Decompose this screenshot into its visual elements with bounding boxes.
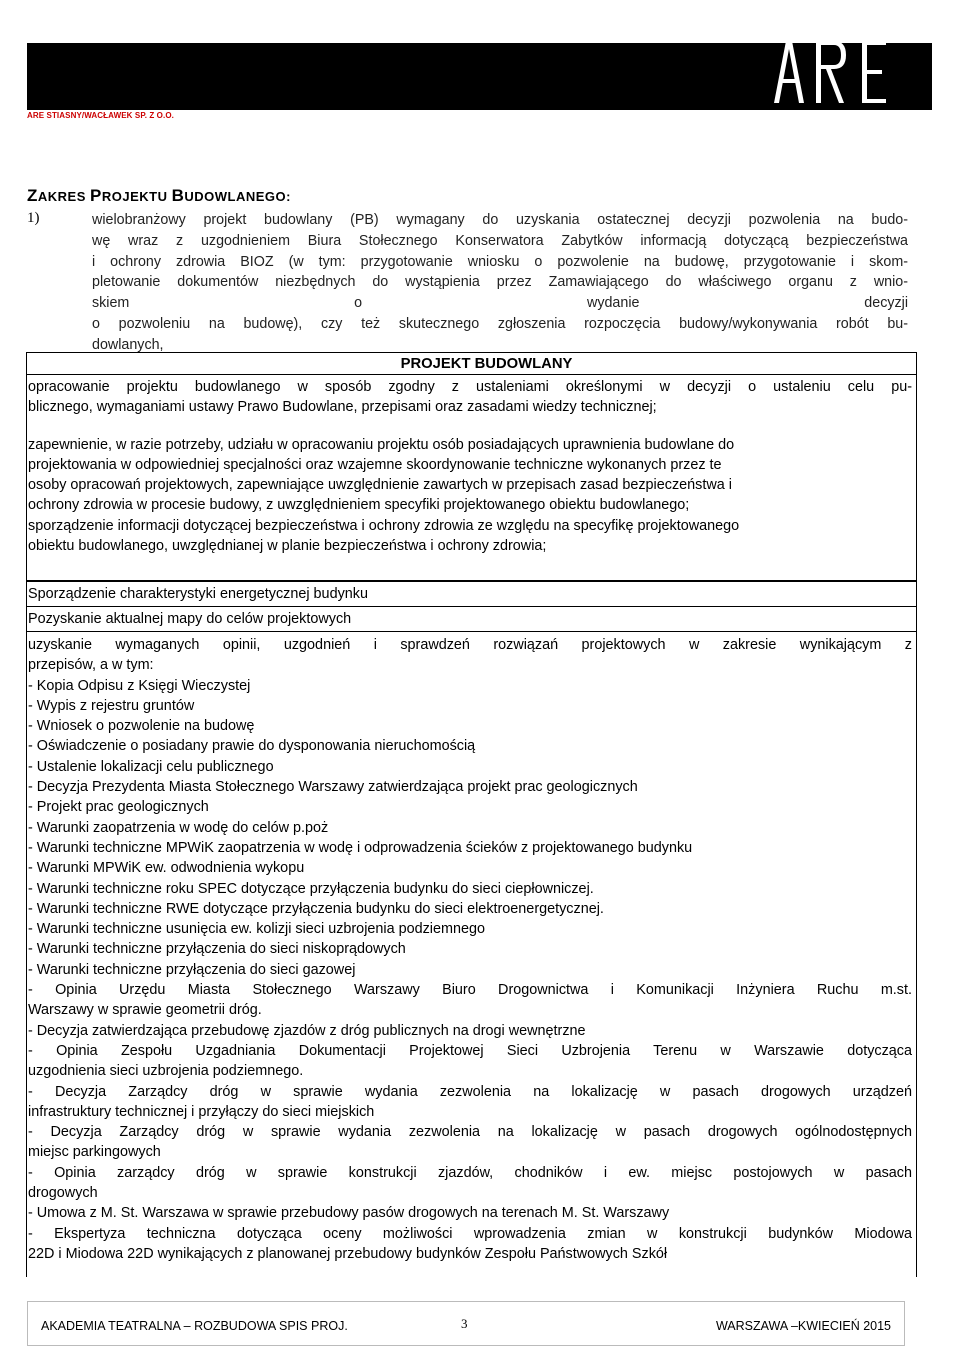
footer-title: AKADEMIA TEATRALNA – ROZBUDOWA SPIS PROJ. xyxy=(41,1319,348,1333)
approvals-box xyxy=(26,631,917,1277)
list-item: miejsc parkingowych xyxy=(28,1144,161,1161)
list-item: - Decyzja Zarządcy dróg w sprawie wydania zezwolenia na lokalizację w pasach drogowych urządzeń xyxy=(28,1083,912,1100)
list-item: - Kopia Odpisu z Księgi Wieczystej xyxy=(28,677,251,694)
approvals-list xyxy=(28,676,912,1265)
list-item: - Wniosek o pozwolenie na budowę xyxy=(28,718,255,735)
list-item: - Decyzja Zarządcy dróg w sprawie wydania zezwolenia na lokalizację w pasach drogowych ogólnodostępnych xyxy=(28,1124,912,1141)
item-description: wielobranżowy projekt budowlany (PB) wymagany do uzyskania ostatecznej decyzji pozwolenia na budo- wę wraz z uzgodnieniem Biura Stołecznego Konserwatora Zabytków informacją dotyczącą bezpieczeństwa i ochrony zdrowia BIOZ (w tym: przygotowanie wniosku o pozwolenie na budowę, przygotowanie i skom- pletowanie dokumentów niezbędnych do wystąpienia przez Zamawiającego do właściwego organu z wnio- skiem o wydanie decyzji o pozwoleniu na budowę), czy też skutecznego zgłoszenia rozpoczęcia budowy/wykonywania robót bu- dowlanych, xyxy=(92,212,908,353)
list-item: - Ustalenie lokalizacji celu publicznego xyxy=(28,758,274,775)
list-item: - Warunki zaopatrzenia w wodę do celów p.poż xyxy=(28,819,329,836)
footer-date: WARSZAWA –KWIECIEŃ 2015 xyxy=(715,1319,891,1333)
list-item: 22D i Miodowa 22D wynikających z planowanej przebudowy budynków Zespołu Państwowych Szkół xyxy=(28,1245,668,1262)
project-scope-box xyxy=(26,352,917,581)
company-logo xyxy=(754,43,914,110)
list-item: drogowych xyxy=(28,1185,98,1202)
page-number: 3 xyxy=(461,1316,468,1331)
table-row: Pozyskanie aktualnej mapy do celów projektowych xyxy=(26,606,917,632)
list-item: - Umowa z M. St. Warszawa w sprawie przebudowy pasów drogowych na terenach M. St. Warszawy xyxy=(28,1205,670,1222)
company-name: ARE STIASNY/WACŁAWEK SP. Z O.O. xyxy=(27,111,174,120)
table-row: Sporządzenie charakterystyki energetycznej budynku xyxy=(26,581,917,607)
list-item: - Opinia Urzędu Miasta Stołecznego Warszawy Biuro Drogownictwa i Komunikacji Inżyniera Ruchu m.st. xyxy=(28,982,912,999)
list-item: - Warunki techniczne roku SPEC dotyczące przyłączenia budynku do sieci ciepłowniczej. xyxy=(28,880,594,897)
list-item: - Warunki MPWiK ew. odwodnienia wykopu xyxy=(28,860,305,877)
list-item: - Decyzja Prezydenta Miasta Stołecznego Warszawy zatwierdzająca projekt prac geologicznych xyxy=(28,779,638,796)
header-bar xyxy=(27,43,932,110)
list-item: uzgodnienia sieci uzbrojenia podziemnego. xyxy=(28,1063,304,1080)
list-item: - Opinia Zespołu Uzgadniania Dokumentacji Projektowej Sieci Uzbrojenia Terenu w Warszawie dotycząca xyxy=(28,1042,912,1059)
box-heading: PROJEKT BUDOWLANY xyxy=(27,353,916,375)
list-item: - Ekspertyza techniczna dotycząca oceny możliwości wprowadzenia zmian w konstrukcji budynków Miodowa xyxy=(28,1225,912,1242)
list-item: infrastruktury technicznej i przyłączy do sieci miejskich xyxy=(28,1103,375,1120)
section-title: ZAKRES PROJEKTU BUDOWLANEGO: xyxy=(27,186,291,205)
list-item: - Warunki techniczne przyłączenia do sieci niskoprądowych xyxy=(28,941,406,958)
list-item: - Opinia zarządcy dróg w sprawie konstrukcji zjazdów, chodników i ew. miejsc postojowych w pasach xyxy=(28,1164,912,1181)
list-item: - Warunki techniczne usunięcia ew. kolizji sieci uzbrojenia podziemnego xyxy=(28,921,486,938)
page-footer xyxy=(27,1301,905,1346)
list-item: - Decyzja zatwierdzająca przebudowę zjazdów z dróg publicznych na drogi wewnętrzne xyxy=(28,1022,586,1039)
intro-line: uzyskanie wymaganych opinii, uzgodnień i sprawdzeń rozwiązań projektowych w zakresie wynikającym z xyxy=(28,637,912,653)
list-item: - Oświadczenie o posiadany prawie do dysponowania nieruchomością xyxy=(28,738,476,755)
list-item: Warszawy w sprawie geometrii dróg. xyxy=(28,1002,262,1019)
list-item: - Wypis z rejestru gruntów xyxy=(28,697,195,714)
paragraph: opracowanie projektu budowlanego w sposób zgodny z ustaleniami określonymi w decyzji o ustaleniu celu pu- blicznego, wymaganiami ustawy Prawo Budowlane, przepisami oraz zasadami wiedzy technicznej; xyxy=(28,379,912,416)
logo-are xyxy=(754,27,914,107)
list-item: - Warunki techniczne RWE dotyczące przyłączenia budynku do sieci elektroenergetycznej. xyxy=(28,900,604,917)
list-item: - Warunki techniczne MPWiK zaopatrzenia w wodę i odprowadzenia ścieków z projektowanego budynku xyxy=(28,839,693,856)
item-number: 1) xyxy=(27,210,40,226)
intro-line: przepisów, a w tym: xyxy=(28,657,154,674)
list-item: - Warunki techniczne przyłączenia do sieci gazowej xyxy=(28,961,356,978)
paragraph: zapewnienie, w razie potrzeby, udziału w opracowaniu projektu osób posiadających uprawnienia budowlane do projektowania w odpowiedniej specjalności oraz wzajemne skoordynowanie techniczne wykonanych przez te osoby opracowań projektowych, zapewniające uwzględnienie zawartych w przepisach zasad bezpieczeństwa i ochrony zdrowia w procesie budowy, z uwzględnieniem specyfiki projektowanego obiektu budowlanego; sporządzenie informacji dotyczącej bezpieczeństwa i ochrony zdrowia ze względu na specyfikę projektowanego obiektu budowlanego, uwzględnianej w planie bezpieczeństwa i ochrony zdrowia; xyxy=(28,436,740,555)
list-item: - Projekt prac geologicznych xyxy=(28,799,209,816)
